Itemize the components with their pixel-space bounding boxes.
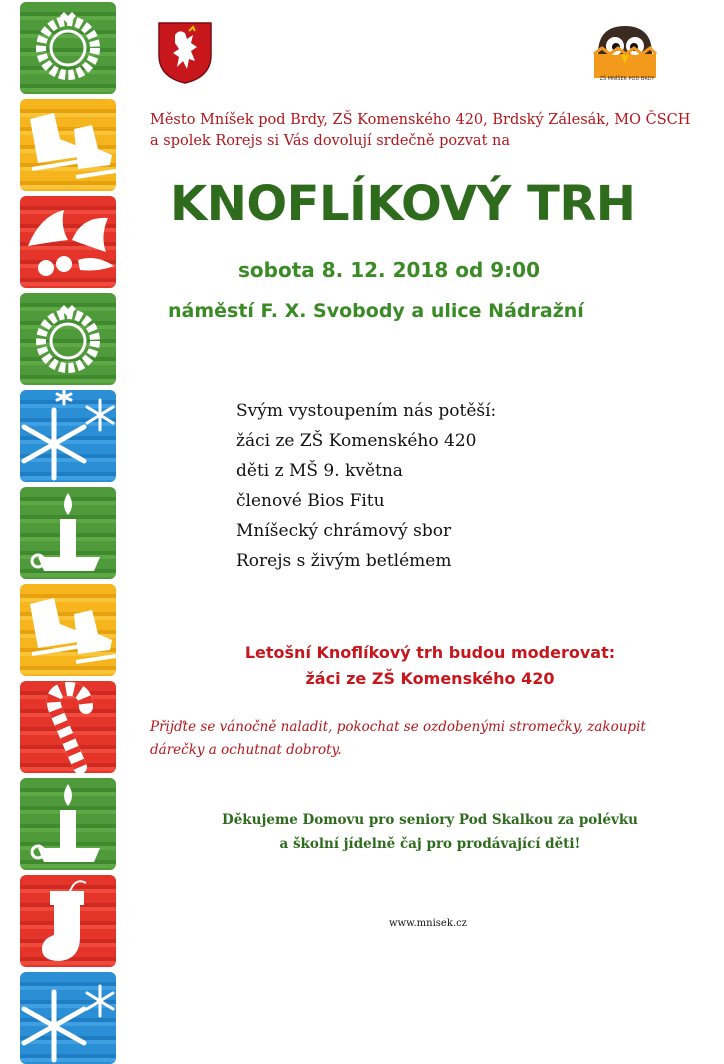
website-link[interactable]: www.mnisek.cz (389, 918, 467, 929)
skate-tile (20, 584, 116, 676)
moderation-line-1: Letošní Knoflíkový trh budou moderovat: (244, 643, 616, 662)
event-title: KNOFLÍKOVÝ TRH (170, 176, 636, 232)
performer-item: Mníšecký chrámový sbor (236, 521, 452, 541)
snowflake-icon (20, 972, 116, 1064)
candle-tile (20, 778, 116, 870)
moderation-info (150, 640, 710, 692)
skate-icon (20, 584, 116, 676)
thanks-text (150, 808, 710, 856)
candy-cane-icon (20, 681, 116, 773)
performers-list (236, 396, 496, 576)
candy-cane-tile (20, 681, 116, 773)
snowflake-tile (20, 390, 116, 482)
wreath-icon (20, 2, 116, 94)
performer-item: Rorejs s živým betlémem (236, 551, 452, 571)
thanks-line-2: a školní jídelně čaj pro prodávající děti! (279, 836, 581, 852)
performer-item: žáci ze ZŠ Komenského 420 (236, 431, 477, 451)
coat-of-arms-logo (157, 21, 213, 85)
wreath-tile (20, 2, 116, 94)
performer-item: členové Bios Fitu (236, 491, 385, 511)
candle-icon (20, 778, 116, 870)
snowflake-tile (20, 972, 116, 1064)
moderation-line-2: žáci ze ZŠ Komenského 420 (305, 669, 555, 688)
performer-item: děti z MŠ 9. května (236, 461, 403, 481)
event-place: náměstí F. X. Svobody a ulice Nádražní (168, 300, 584, 322)
invitation-intro (150, 110, 700, 152)
wreath-tile (20, 293, 116, 385)
stocking-tile (20, 875, 116, 967)
skate-tile (20, 99, 116, 191)
invite-text (150, 716, 710, 762)
holly-tile (20, 196, 116, 288)
snowflake-icon (20, 390, 116, 482)
skate-icon (20, 99, 116, 191)
wreath-icon (20, 293, 116, 385)
invite-line-2: dárečky a ochutnat dobroty. (150, 742, 342, 758)
intro-line-2: a spolek Rorejs si Vás dovolují srdečně pozvat na (150, 133, 510, 149)
candle-icon (20, 487, 116, 579)
stocking-icon (20, 875, 116, 967)
candle-tile (20, 487, 116, 579)
intro-line-1: Město Mníšek pod Brdy, ZŠ Komenského 420, Brdský Zálesák, MO ČSCH (150, 112, 691, 128)
performers-heading: Svým vystoupením nás potěší: (236, 401, 497, 421)
thanks-line-1: Děkujeme Domovu pro seniory Pod Skalkou za polévku (222, 812, 638, 828)
holly-icon (20, 196, 116, 288)
owl-logo-caption: ZŠ MNÍŠEK POD BRDY (599, 76, 655, 82)
event-date: sobota 8. 12. 2018 od 9:00 (238, 258, 540, 282)
decorative-tile-strip (20, 0, 116, 1024)
invite-line-1: Přijďte se vánočně naladit, pokochat se ozdobenými stromečky, zakoupit (150, 719, 646, 735)
